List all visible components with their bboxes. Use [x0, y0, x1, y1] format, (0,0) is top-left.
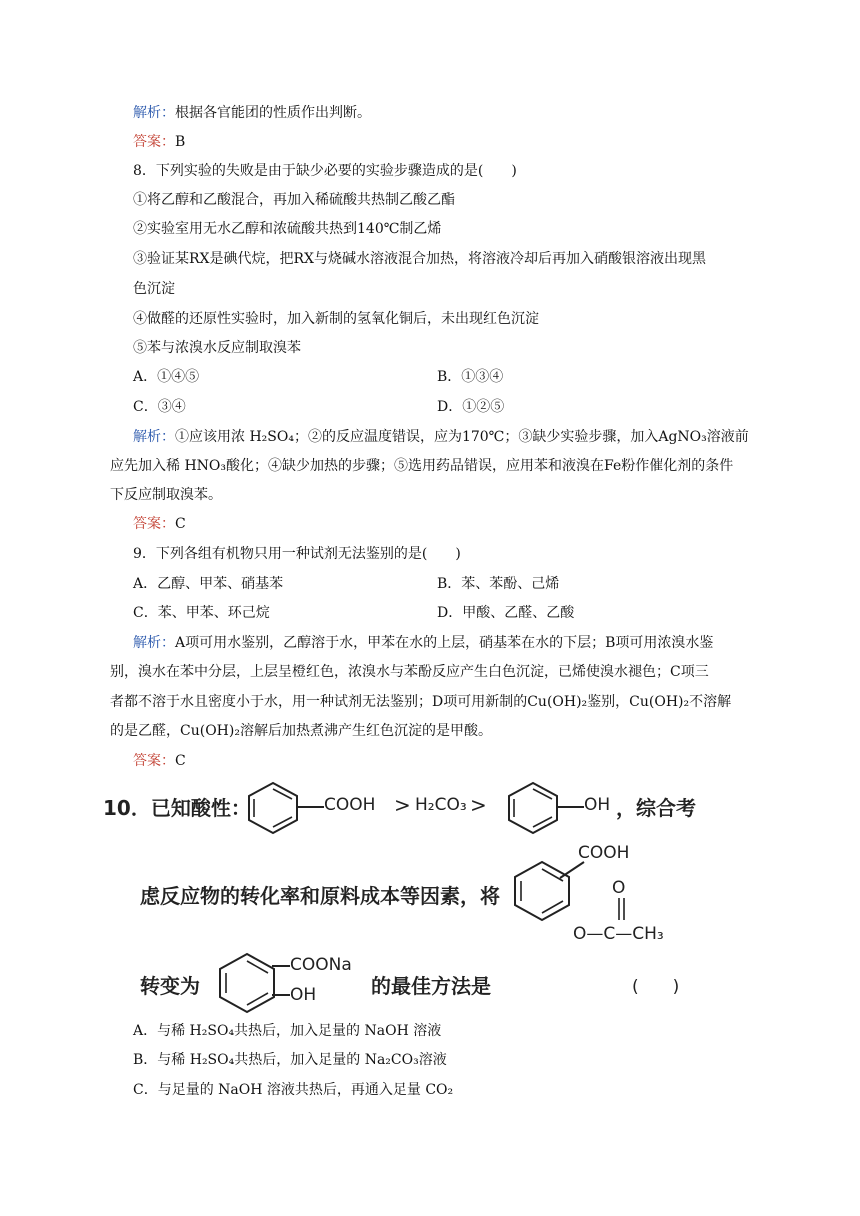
answer-label: 答案： — [133, 134, 175, 150]
q9-analysis-line: 者都不溶于水且密度小于水，用一种试剂无法鉴别；D项可用新制的Cu(OH)₂鉴别，Cu(OH)₂不溶解 — [110, 694, 732, 710]
q9-option-d: D．甲酸、乙醛、乙酸 — [437, 605, 575, 621]
q9-stem: 9．下列各组有机物只用一种试剂无法鉴别的是( ) — [133, 546, 461, 562]
benzene-ring-icon — [243, 780, 303, 836]
q8-item: ③验证某RX是碘代烷，把RX与烧碱水溶液混合加热，将溶液冷却后再加入硝酸银溶液出现黑 — [133, 251, 707, 267]
aspirin-carboxyl: COOH — [578, 843, 630, 863]
q7-answer — [133, 132, 185, 152]
q8-item: ②实验室用无水乙醇和浓硫酸共热到140℃制乙烯 — [133, 221, 442, 237]
q9-option-a: A．乙醇、甲苯、硝基苯 — [133, 576, 284, 592]
q8-item: ④做醛的还原性实验时，加入新制的氢氧化铜后，未出现红色沉淀 — [133, 311, 539, 327]
analysis-text: A项可用水鉴别，乙醇溶于水，甲苯在水的上层，硝基苯在水的下层；B项可用浓溴水鉴 — [175, 635, 714, 651]
q8-item: 色沉淀 — [133, 281, 175, 297]
q8-option-c: C．③④ — [133, 399, 186, 415]
answer-value: C — [175, 753, 186, 769]
product-hydroxyl: OH — [290, 985, 317, 1005]
aspirin-ester-group: O—C—CH₃ — [573, 924, 664, 944]
q9-option-c: C．苯、甲苯、环己烷 — [133, 605, 270, 621]
bond-line-icon — [272, 993, 290, 997]
carbonic-acid: H₂CO₃ — [415, 795, 467, 815]
q10-stem-line2: 虑反应物的转化率和原料成本等因素，将 — [140, 884, 500, 908]
phenol-group: OH — [584, 795, 611, 815]
q8-analysis-line: 下反应制取溴苯。 — [110, 487, 222, 503]
answer-label: 答案： — [133, 516, 175, 532]
greater-than-sign: > — [394, 793, 411, 817]
q8-option-d: D．①②⑤ — [437, 399, 505, 415]
analysis-text: 根据各官能团的性质作出判断。 — [175, 105, 371, 121]
analysis-label: 解析： — [133, 429, 175, 445]
q9-analysis-line: 别，溴水在苯中分层，上层呈橙红色，浓溴水与苯酚反应产生白色沉淀，已烯使溴水褪色；C项三 — [110, 664, 709, 680]
q9-analysis — [133, 633, 713, 653]
analysis-text: ①应该用浓 H₂SO₄；②的反应温度错误，应为170℃；③缺少实验步骤，加入AgNO₃溶液前 — [175, 429, 749, 445]
bond-line-icon — [558, 805, 584, 809]
q10-option-b: B．与稀 H₂SO₄共热后，加入足量的 Na₂CO₃溶液 — [133, 1052, 447, 1068]
q10-option-c: C．与足量的 NaOH 溶液共热后，再通入足量 CO₂ — [133, 1082, 454, 1098]
q7-analysis — [133, 103, 371, 123]
q10-stem-part2: ，综合考 — [616, 796, 696, 820]
q9-answer — [133, 751, 186, 771]
q8-item: ①将乙醇和乙酸混合，再加入稀硫酸共热制乙酸乙酯 — [133, 192, 455, 208]
q8-stem: 8．下列实验的失败是由于缺少必要的实验步骤造成的是( ) — [133, 163, 517, 179]
q9-option-b: B．苯、苯酚、己烯 — [437, 576, 560, 592]
greater-than-sign: > — [470, 793, 487, 817]
benzoic-acid-group: COOH — [324, 795, 376, 815]
answer-value: C — [175, 516, 186, 532]
bond-line-icon — [298, 805, 324, 809]
product-carboxylate: COONa — [290, 955, 352, 975]
q10-stem-line3b: 的最佳方法是 — [371, 974, 491, 998]
analysis-label: 解析： — [133, 635, 175, 651]
q8-analysis-line: 应先加入稀 HNO₃酸化；④缺少加热的步骤；⑤选用药品错误，应用苯和液溴在Fe粉作催化剂的条件 — [110, 458, 734, 474]
benzene-ring-icon — [503, 780, 563, 836]
answer-value: B — [175, 134, 186, 150]
aspirin-carbonyl-oxygen: O — [612, 878, 626, 898]
benzene-ring-icon — [214, 950, 280, 1014]
q10-stem-line3a: 转变为 — [140, 974, 200, 998]
q8-analysis — [133, 427, 749, 447]
q8-option-a: A．①④⑤ — [133, 369, 200, 385]
q9-analysis-line: 的是乙醛，Cu(OH)₂溶解后加热煮沸产生红色沉淀的是甲酸。 — [110, 723, 492, 739]
bond-line-icon — [272, 964, 290, 968]
q10-option-a: A．与稀 H₂SO₄共热后，加入足量的 NaOH 溶液 — [133, 1023, 442, 1039]
q8-option-b: B．①③④ — [437, 369, 504, 385]
q10-stem-part1: 10．已知酸性： — [103, 796, 251, 820]
analysis-label: 解析： — [133, 105, 175, 121]
answer-bracket: ( ) — [632, 977, 680, 997]
answer-label: 答案： — [133, 753, 175, 769]
double-bond-icon — [616, 898, 628, 922]
q8-answer — [133, 514, 186, 534]
q8-item: ⑤苯与浓溴水反应制取溴苯 — [133, 340, 301, 356]
